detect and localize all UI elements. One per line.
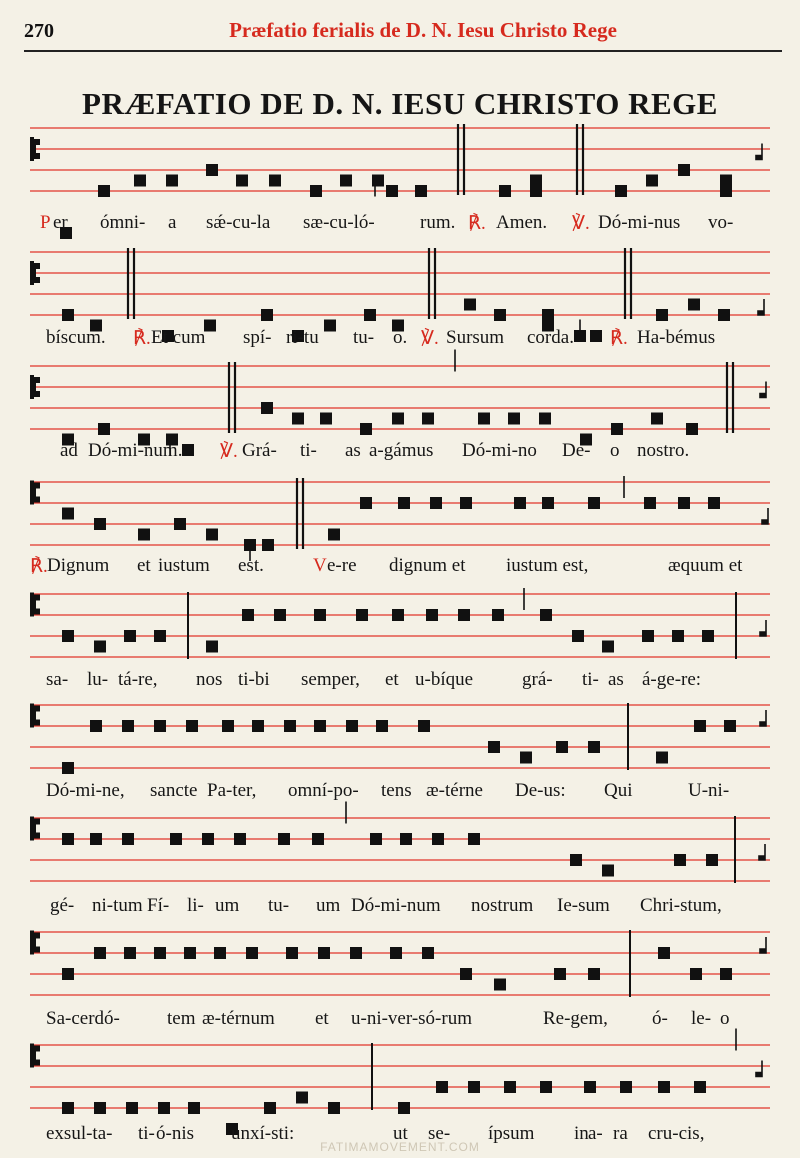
punctum-note [126,1102,138,1114]
punctum-note [284,720,296,732]
lyric-syllable: tu- [353,327,375,348]
punctum-note [246,947,258,959]
punctum-note [430,497,442,509]
punctum-note [356,609,368,621]
staff-system [0,685,800,795]
punctum-note [708,497,720,509]
punctum-note [602,865,614,877]
punctum-note [656,752,668,764]
punctum-note [62,1102,74,1114]
punctum-note [90,720,102,732]
punctum-note [398,1102,410,1114]
custos-icon [760,710,766,726]
punctum-note [314,609,326,621]
lyric-syllable: ra [613,1123,628,1144]
punctum-note [350,947,362,959]
punctum-note [90,833,102,845]
punctum-note [426,609,438,621]
punctum-note [602,641,614,653]
punctum-note [611,423,623,435]
punctum-note [328,1102,340,1114]
lyric-syllable: Grá- [242,440,277,461]
lyric-syllable: a- [588,1123,603,1144]
lyric-syllable: u-bíque [415,669,474,690]
punctum-note [554,968,566,980]
rubric-syllable: V [313,555,327,576]
punctum-note [690,968,702,980]
punctum-note [720,968,732,980]
punctum-note [686,423,698,435]
punctum-note [154,947,166,959]
lyric-syllable: Dignum [47,555,110,576]
punctum-note [386,185,398,197]
lyric-syllable: in [574,1123,589,1144]
lyric-syllable: iustum [158,555,210,576]
punctum-note [392,609,404,621]
lyric-syllable: Fí- [147,895,170,916]
punctum-note [286,947,298,959]
punctum-note [620,1081,632,1093]
lyric-syllable: gé- [50,895,75,916]
lyric-syllable: iustum est, [506,555,589,576]
lyric-syllable: Dó-mi-num [351,895,441,916]
lyric-syllable: ad [60,440,78,461]
lyric-syllable: á-ge-re: [642,669,702,690]
punctum-note [346,720,358,732]
punctum-note [392,413,404,425]
punctum-note [360,497,372,509]
lyric-syllable: Dó-mi-no [462,440,537,461]
punctum-note [166,175,178,187]
punctum-note [542,497,554,509]
lyric-syllable: er [53,212,68,233]
punctum-note [252,720,264,732]
lyric-syllable: Chri-stum, [640,895,722,916]
punctum-note [98,423,110,435]
punctum-note [370,833,382,845]
lyric-syllable: ípsum [488,1123,535,1144]
c-clef-stem [30,704,34,728]
custos-icon [756,144,762,160]
rubric-syllable: ℟. [30,556,48,577]
punctum-note [98,185,110,197]
punctum-note [124,947,136,959]
punctum-note [62,630,74,642]
lyric-syllable: li- [187,895,204,916]
lyric-syllable: ó-nis [156,1123,194,1144]
punctum-note [520,752,532,764]
c-clef-stem [30,375,34,399]
punctum-note [296,1092,308,1104]
punctum-note [504,1081,516,1093]
punctum-note [278,833,290,845]
c-clef-stem [30,1044,34,1068]
lyric-syllable: dignum et [389,555,466,576]
lyric-syllable: corda. [527,327,574,348]
custos-icon [756,1061,762,1077]
staff-system [0,798,800,908]
punctum-note [62,508,74,520]
punctum-note [499,185,511,197]
lyric-syllable: nostrum [471,895,534,916]
lyric-syllable: um [316,895,341,916]
lyric-syllable: ri-tu [286,327,319,348]
punctum-note [694,1081,706,1093]
punctum-note [264,1102,276,1114]
punctum-note [651,413,663,425]
punctum-note [62,833,74,845]
punctum-note [138,529,150,541]
lyric-syllable: lu- [87,669,109,690]
punctum-note [236,175,248,187]
punctum-note [678,497,690,509]
lyric-syllable: e-re [327,555,357,576]
punctum-note [588,497,600,509]
punctum-note [154,720,166,732]
c-clef-stem [30,817,34,841]
punctum-note [174,518,186,530]
lyric-syllable: as [608,669,624,690]
lyric-syllable: le- [691,1008,712,1029]
punctum-note [508,413,520,425]
staff-system [0,108,800,218]
punctum-note [615,185,627,197]
punctum-note [570,854,582,866]
c-clef-stem [30,481,34,505]
lyric-syllable: De- [562,440,591,461]
punctum-note [642,630,654,642]
watermark: FATIMAMOVEMENT.COM [320,1140,480,1154]
punctum-note [588,741,600,753]
lyric-syllable: semper, [301,669,360,690]
lyric-syllable: a [168,212,177,233]
staff-system [0,232,800,342]
punctum-note [436,1081,448,1093]
rubric-syllable: ℣. [220,441,238,462]
punctum-note [320,413,332,425]
lyric-syllable: Ha-bémus [637,327,716,348]
punctum-note [314,720,326,732]
lyric-syllable: et [315,1008,329,1029]
punctum-note [328,529,340,541]
punctum-note [658,947,670,959]
punctum-note [540,609,552,621]
punctum-note [556,741,568,753]
page-number: 270 [24,20,54,42]
punctum-note [674,854,686,866]
punctum-note [572,630,584,642]
punctum-note [644,497,656,509]
punctum-note [694,720,706,732]
custos-icon [760,620,766,636]
lyric-syllable: o [720,1008,730,1029]
page-header [24,14,782,52]
punctum-note [158,1102,170,1114]
punctum-note [261,309,273,321]
punctum-note [422,947,434,959]
lyric-syllable: rum. [420,212,456,233]
lyric-syllable: um [215,895,240,916]
punctum-note [678,164,690,176]
punctum-note [494,309,506,321]
punctum-note [202,833,214,845]
lyric-syllable: vo- [708,212,734,233]
lyric-syllable: Et cum [151,327,206,348]
staff-system [0,1025,800,1135]
punctum-note [154,630,166,642]
punctum-note [468,833,480,845]
punctum-note [186,720,198,732]
punctum-note [62,968,74,980]
punctum-note [170,833,182,845]
punctum-note [94,1102,106,1114]
punctum-note [124,630,136,642]
c-clef-stem [30,931,34,955]
lyric-syllable: sǽ-cu-la [206,212,271,233]
punctum-note [415,185,427,197]
lyric-syllable: tens [381,780,412,801]
punctum-note [458,609,470,621]
punctum-note [94,641,106,653]
punctum-note [540,1081,552,1093]
rubric-syllable: P [40,212,51,233]
custos-icon [760,937,766,953]
punctum-note [432,833,444,845]
lyric-syllable: se- [428,1123,451,1144]
punctum-note [274,609,286,621]
punctum-note [720,175,732,187]
punctum-note [672,630,684,642]
punctum-note [530,175,542,187]
punctum-note [422,413,434,425]
punctum-note [94,947,106,959]
lyric-syllable: sa- [46,669,69,690]
c-clef-stem [30,261,34,285]
punctum-note [94,518,106,530]
punctum-note [539,413,551,425]
lyric-syllable: De-us: [515,780,566,801]
chant-title: PRÆFATIO DE D. N. IESU CHRISTO REGE [82,86,718,121]
lyric-syllable: ó- [652,1008,668,1029]
lyric-syllable: æquum et [668,555,743,576]
lyric-syllable: nos [196,669,223,690]
punctum-note [360,423,372,435]
punctum-note [222,720,234,732]
lyric-syllable: ti- [138,1123,155,1144]
lyric-syllable: Sursum [446,327,505,348]
punctum-note [530,185,542,197]
punctum-note [720,185,732,197]
punctum-note [514,497,526,509]
lyric-syllable: Pa-ter, [207,780,257,801]
punctum-note [584,1081,596,1093]
punctum-note [214,947,226,959]
punctum-note [460,497,472,509]
lyric-syllable: Sa-cerdó- [46,1008,120,1029]
lyric-syllable: U-ni- [688,780,730,801]
lyric-syllable: ni-tum [92,895,143,916]
punctum-note [718,309,730,321]
lyric-syllable: tá-re, [118,669,158,690]
custos-icon [758,299,764,315]
punctum-note [62,762,74,774]
punctum-note [494,979,506,991]
punctum-note [310,185,322,197]
lyric-syllable: et [385,669,399,690]
punctum-note [234,833,246,845]
punctum-note [269,175,281,187]
lyric-syllable: o. [393,327,408,348]
lyric-syllable: u-ni-ver-só-rum [351,1008,472,1029]
punctum-note [206,529,218,541]
rubric-syllable: ℣. [421,328,439,349]
lyric-syllable: tem [167,1008,196,1029]
custos-icon [762,508,768,524]
punctum-note [376,720,388,732]
lyric-syllable: ti- [300,440,317,461]
lyric-syllable: as [345,440,361,461]
lyric-syllable: nostro. [637,440,690,461]
lyric-syllable: grá- [522,669,553,690]
punctum-note [418,720,430,732]
punctum-note [464,299,476,311]
lyric-syllable: tu- [268,895,290,916]
punctum-note [62,309,74,321]
punctum-note [188,1102,200,1114]
rubric-syllable: ℣. [572,213,590,234]
lyric-syllable: est. [238,555,264,576]
punctum-note [688,299,700,311]
punctum-note [184,947,196,959]
punctum-note [706,854,718,866]
punctum-note [724,720,736,732]
punctum-note [492,609,504,621]
punctum-note [658,1081,670,1093]
lyric-syllable: æ-térne [426,780,483,801]
punctum-note [206,164,218,176]
rubric-syllable: ℟. [133,328,151,349]
punctum-note [242,609,254,621]
punctum-note [340,175,352,187]
punctum-note [134,175,146,187]
punctum-note [646,175,658,187]
lyric-syllable: et [137,555,151,576]
punctum-note [292,413,304,425]
punctum-note [244,539,256,551]
punctum-note [468,1081,480,1093]
punctum-note [390,947,402,959]
punctum-note [122,833,134,845]
punctum-note [656,309,668,321]
lyric-syllable: ómni- [100,212,146,233]
punctum-note [398,497,410,509]
lyric-syllable: Re-gem, [543,1008,608,1029]
running-title: Præfatio ferialis de D. N. Iesu Christo Rege [229,18,617,42]
lyric-syllable: unxí-sti: [231,1123,295,1144]
lyric-syllable: ut [393,1123,408,1144]
lyric-syllable: exsul-ta- [46,1123,113,1144]
lyric-syllable: ti-bi [238,669,270,690]
staff-system [0,574,800,684]
c-clef-stem [30,593,34,617]
punctum-note [488,741,500,753]
punctum-note [261,402,273,414]
punctum-note [206,641,218,653]
rubric-syllable: ℟. [610,328,628,349]
lyric-syllable: sancte [150,780,198,801]
lyric-syllable: Ie-sum [557,895,610,916]
lyric-syllable: Dó-mi-nus [598,212,681,233]
punctum-note [318,947,330,959]
lyric-syllable: ti- [582,669,599,690]
rubric-syllable: ℟. [468,213,486,234]
lyric-syllable: o [610,440,620,461]
custos-icon [759,844,765,860]
lyric-syllable: spí- [243,327,272,348]
lyric-syllable: Qui [604,780,633,801]
punctum-note [542,309,554,321]
punctum-note [588,968,600,980]
lyric-syllable: Dó-mi-ne, [46,780,125,801]
punctum-note [372,175,384,187]
lyric-syllable: Dó-mi-num. [88,440,183,461]
punctum-note [478,413,490,425]
lyric-syllable: sæ-cu-ló- [303,212,375,233]
lyric-syllable: æ-térnum [202,1008,275,1029]
custos-icon [760,382,766,398]
lyric-syllable: cru-cis, [648,1123,705,1144]
lyric-syllable: bíscum. [46,327,106,348]
punctum-note [364,309,376,321]
punctum-note [460,968,472,980]
c-clef-stem [30,137,34,161]
punctum-note [312,833,324,845]
punctum-note [262,539,274,551]
staff-system [0,912,800,1022]
punctum-note [702,630,714,642]
lyric-syllable: omní-po- [288,780,359,801]
punctum-note [400,833,412,845]
punctum-note [122,720,134,732]
lyric-syllable: a-gámus [369,440,434,461]
lyric-syllable: Amen. [496,212,548,233]
